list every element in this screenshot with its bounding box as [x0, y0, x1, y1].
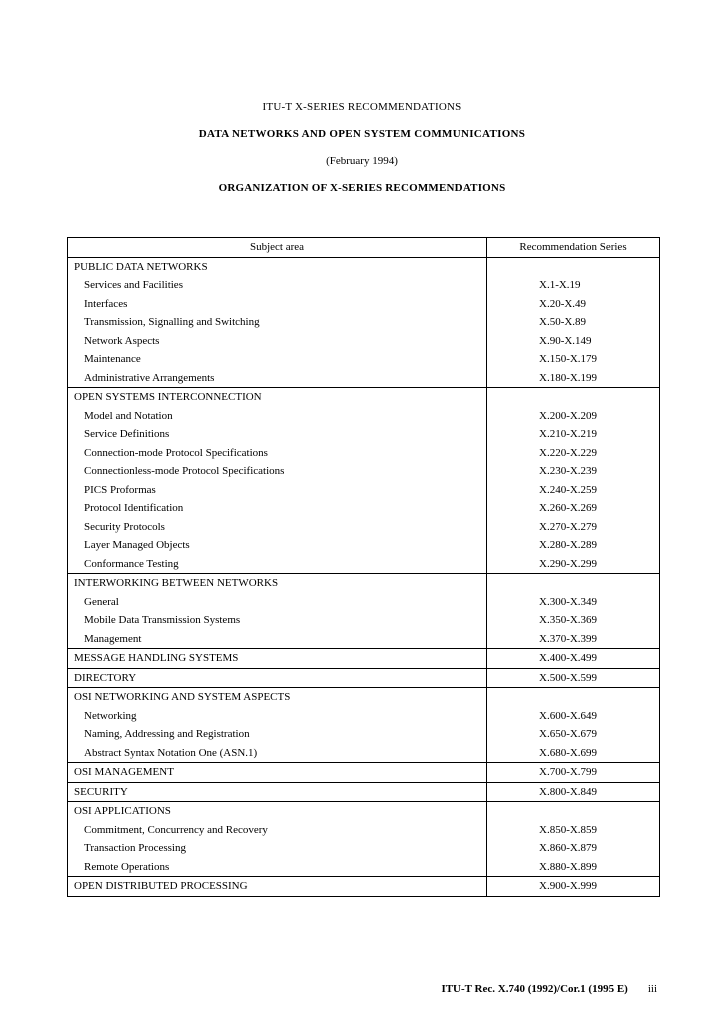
series-cell: X.400-X.499 — [487, 649, 660, 669]
series-cell: X.650-X.679 — [487, 725, 660, 744]
subject-cell: Conformance Testing — [68, 555, 487, 574]
series-cell: X.500-X.599 — [487, 668, 660, 688]
subject-cell: DIRECTORY — [68, 668, 487, 688]
subject-cell: PICS Proformas — [68, 481, 487, 500]
table-row — [68, 611, 660, 630]
subject-cell: OSI MANAGEMENT — [68, 763, 487, 783]
document-title: DATA NETWORKS AND OPEN SYSTEM COMMUNICATIONS — [198, 128, 526, 140]
series-cell: X.150-X.179 — [487, 350, 660, 369]
series-cell: X.800-X.849 — [487, 782, 660, 802]
subject-cell: INTERWORKING BETWEEN NETWORKS — [68, 574, 487, 593]
subject-cell: OPEN SYSTEMS INTERCONNECTION — [68, 388, 487, 407]
page-number: iii — [647, 983, 657, 995]
series-cell: X.50-X.89 — [487, 313, 660, 332]
table-row — [68, 802, 660, 821]
table-row — [68, 332, 660, 351]
table-row — [68, 782, 660, 802]
series-cell: X.880-X.899 — [487, 858, 660, 877]
subject-cell: Mobile Data Transmission Systems — [68, 611, 487, 630]
series-cell — [487, 802, 660, 821]
subject-cell: Transaction Processing — [68, 839, 487, 858]
series-cell: X.850-X.859 — [487, 821, 660, 840]
table-row — [68, 350, 660, 369]
table-row — [68, 257, 660, 276]
table-row — [68, 407, 660, 426]
subject-cell: Administrative Arrangements — [68, 369, 487, 388]
subject-cell: Management — [68, 630, 487, 649]
subject-cell: Interfaces — [68, 295, 487, 314]
subject-cell: PUBLIC DATA NETWORKS — [68, 257, 487, 276]
series-cell: X.230-X.239 — [487, 462, 660, 481]
subject-area-header: Subject area — [68, 238, 487, 258]
series-cell: X.700-X.799 — [487, 763, 660, 783]
series-cell: X.180-X.199 — [487, 369, 660, 388]
series-cell: X.290-X.299 — [487, 555, 660, 574]
recommendation-series-header: Recommendation Series — [487, 238, 660, 258]
subject-cell: Network Aspects — [68, 332, 487, 351]
table-row — [68, 313, 660, 332]
subject-cell: Model and Notation — [68, 407, 487, 426]
table-row — [68, 763, 660, 783]
subject-cell: Layer Managed Objects — [68, 536, 487, 555]
subject-cell: Commitment, Concurrency and Recovery — [68, 821, 487, 840]
series-cell: X.300-X.349 — [487, 593, 660, 612]
table-row — [68, 369, 660, 388]
series-cell: X.20-X.49 — [487, 295, 660, 314]
series-cell: X.860-X.879 — [487, 839, 660, 858]
table-row — [68, 518, 660, 537]
series-cell: X.270-X.279 — [487, 518, 660, 537]
document-date: (February 1994) — [326, 155, 398, 167]
subject-cell: OSI APPLICATIONS — [68, 802, 487, 821]
series-table — [67, 237, 660, 897]
series-cell: X.350-X.369 — [487, 611, 660, 630]
subject-cell: Networking — [68, 707, 487, 726]
table-row — [68, 821, 660, 840]
table-row — [68, 688, 660, 707]
subject-cell: Naming, Addressing and Registration — [68, 725, 487, 744]
series-cell — [487, 388, 660, 407]
table-row — [68, 725, 660, 744]
series-cell: X.600-X.649 — [487, 707, 660, 726]
subject-cell: OPEN DISTRIBUTED PROCESSING — [68, 877, 487, 897]
series-cell: X.680-X.699 — [487, 744, 660, 763]
table-row — [68, 649, 660, 669]
subject-cell: Connection-mode Protocol Specifications — [68, 444, 487, 463]
table-row — [68, 276, 660, 295]
subject-cell: SECURITY — [68, 782, 487, 802]
table-row — [68, 593, 660, 612]
table-row — [68, 388, 660, 407]
table-row — [68, 707, 660, 726]
table-row — [68, 574, 660, 593]
table-row — [68, 555, 660, 574]
subject-cell: Transmission, Signalling and Switching — [68, 313, 487, 332]
subject-cell: OSI NETWORKING AND SYSTEM ASPECTS — [68, 688, 487, 707]
organization-heading: ORGANIZATION OF X-SERIES RECOMMENDATIONS — [218, 182, 506, 194]
table-row — [68, 462, 660, 481]
series-cell: X.200-X.209 — [487, 407, 660, 426]
subject-cell: MESSAGE HANDLING SYSTEMS — [68, 649, 487, 669]
subject-cell: Maintenance — [68, 350, 487, 369]
table-row — [68, 499, 660, 518]
table-row — [68, 668, 660, 688]
subject-cell: General — [68, 593, 487, 612]
table-row — [68, 425, 660, 444]
subject-cell: Remote Operations — [68, 858, 487, 877]
subject-cell: Security Protocols — [68, 518, 487, 537]
series-cell: X.370-X.399 — [487, 630, 660, 649]
table-row — [68, 444, 660, 463]
subject-cell: Service Definitions — [68, 425, 487, 444]
series-cell — [487, 257, 660, 276]
series-cell: X.240-X.259 — [487, 481, 660, 500]
subject-cell: Protocol Identification — [68, 499, 487, 518]
table-row — [68, 295, 660, 314]
series-title: ITU-T X-SERIES RECOMMENDATIONS — [262, 101, 462, 113]
subject-cell: Abstract Syntax Notation One (ASN.1) — [68, 744, 487, 763]
table-row — [68, 858, 660, 877]
table-row — [68, 744, 660, 763]
series-cell: X.280-X.289 — [487, 536, 660, 555]
series-cell: X.260-X.269 — [487, 499, 660, 518]
series-cell: X.90-X.149 — [487, 332, 660, 351]
series-cell: X.900-X.999 — [487, 877, 660, 897]
subject-cell: Connectionless-mode Protocol Specifications — [68, 462, 487, 481]
series-cell: X.220-X.229 — [487, 444, 660, 463]
table-row — [68, 630, 660, 649]
document-reference: ITU-T Rec. X.740 (1992)/Cor.1 (1995 E) — [441, 983, 628, 995]
subject-cell: Services and Facilities — [68, 276, 487, 295]
table-row — [68, 536, 660, 555]
table-header-row — [68, 238, 660, 258]
table-row — [68, 877, 660, 897]
series-cell: X.1-X.19 — [487, 276, 660, 295]
table-row — [68, 481, 660, 500]
series-cell — [487, 574, 660, 593]
series-cell: X.210-X.219 — [487, 425, 660, 444]
series-cell — [487, 688, 660, 707]
table-row — [68, 839, 660, 858]
page-footer — [0, 983, 657, 995]
